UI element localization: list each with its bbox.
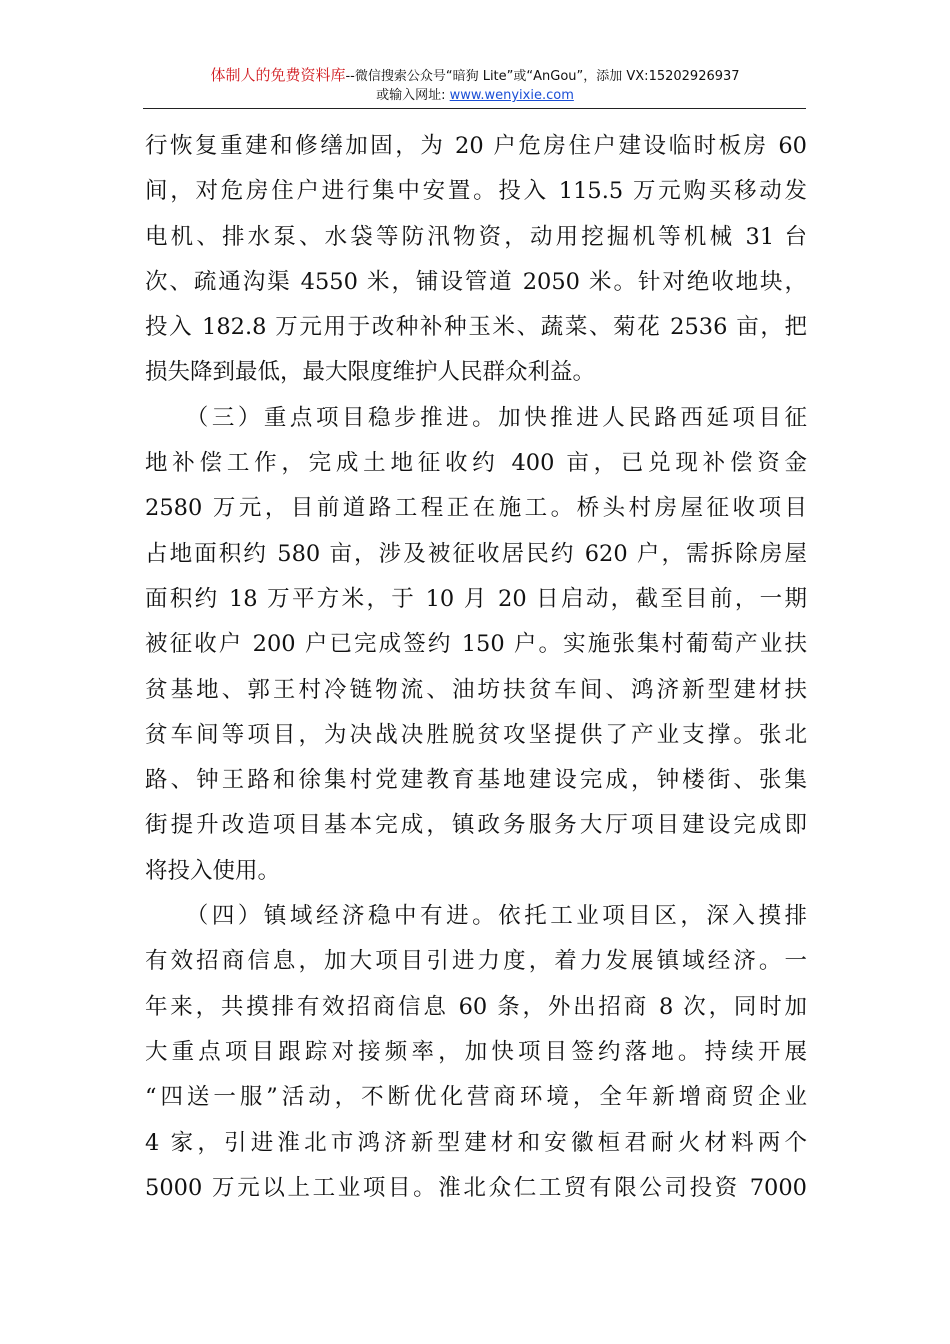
header-line-2 [0, 86, 950, 105]
header-url-link[interactable]: www.wenyixie.com [449, 88, 574, 103]
body-text-line: 路、钟王路和徐集村党建教育基地建设完成，钟楼街、张集 [145, 767, 807, 794]
body-text-line: 有效招商信息，加大项目引进力度，着力发展镇域经济。一 [145, 948, 807, 975]
body-text-line: 4 家，引进淮北市鸿济新型建材和安徽桓君耐火材料两个 [145, 1129, 807, 1156]
body-text-line: 面积约 18 万平方米，于 10 月 20 日启动，截至目前，一期 [145, 585, 807, 612]
body-text-line: 被征收户 200 户已完成签约 150 户。实施张集村葡萄产业扶 [145, 631, 807, 658]
body-text-line: 次、疏通沟渠 4550 米，铺设管道 2050 米。针对绝收地块， [145, 268, 807, 295]
body-text-line: 占地面积约 580 亩，涉及被征收居民约 620 户，需拆除房屋 [145, 540, 807, 567]
body-text-line: 行恢复重建和修缮加固，为 20 户危房住户建设临时板房 60 [145, 133, 807, 159]
body-text-line: 投入 182.8 万元用于改种补种玉米、蔬菜、菊花 2536 亩，把 [145, 314, 807, 341]
body-text-line: 2580 万元，目前道路工程正在施工。桥头村房屋征收项目 [145, 495, 807, 522]
body-text-line: 将投入使用。 [145, 857, 281, 884]
header-divider [143, 108, 806, 109]
body-text-line: （四）镇域经济稳中有进。依托工业项目区，深入摸排 [145, 903, 807, 930]
header-info: --微信搜索公众号“暗狗 Lite”或“AnGou”，添加 VX:15202926937 [345, 69, 740, 84]
body-text-line: 大重点项目跟踪对接频率，加快项目签约落地。持续开展 [145, 1038, 807, 1065]
header-brand: 体制人的免费资料库 [210, 66, 346, 84]
body-text-line: 5000 万元以上工业项目。淮北众仁工贸有限公司投资 7000 [145, 1174, 807, 1201]
body-text-line: 贫车间等项目，为决战决胜脱贫攻坚提供了产业支撑。张北 [145, 721, 807, 748]
body-text-line: 损失降到最低，最大限度维护人民群众利益。 [145, 359, 596, 386]
body-text-line: 间，对危房住户进行集中安置。投入 115.5 万元购买移动发 [145, 178, 807, 205]
document-body [145, 124, 807, 1211]
body-text-line: 贫基地、郭王村冷链物流、油坊扶贫车间、鸿济新型建材扶 [145, 676, 807, 703]
body-text-line: （三）重点项目稳步推进。加快推进人民路西延项目征 [145, 404, 807, 431]
body-text-line: 街提升改造项目基本完成，镇政务服务大厅项目建设完成即 [145, 812, 807, 839]
body-text-line: 地补偿工作，完成土地征收约 400 亩，已兑现补偿资金 [145, 450, 807, 477]
page-header [0, 66, 950, 105]
body-text-line: “四送一服”活动，不断优化营商环境，全年新增商贸企业 [145, 1084, 807, 1111]
body-text-line: 电机、排水泵、水袋等防汛物资，动用挖掘机等机械 31 台 [145, 223, 807, 250]
header-url-prefix: 或输入网址: [376, 88, 446, 103]
header-line-1 [0, 66, 950, 86]
body-text-line: 年来，共摸排有效招商信息 60 条，外出招商 8 次，同时加 [145, 993, 807, 1020]
